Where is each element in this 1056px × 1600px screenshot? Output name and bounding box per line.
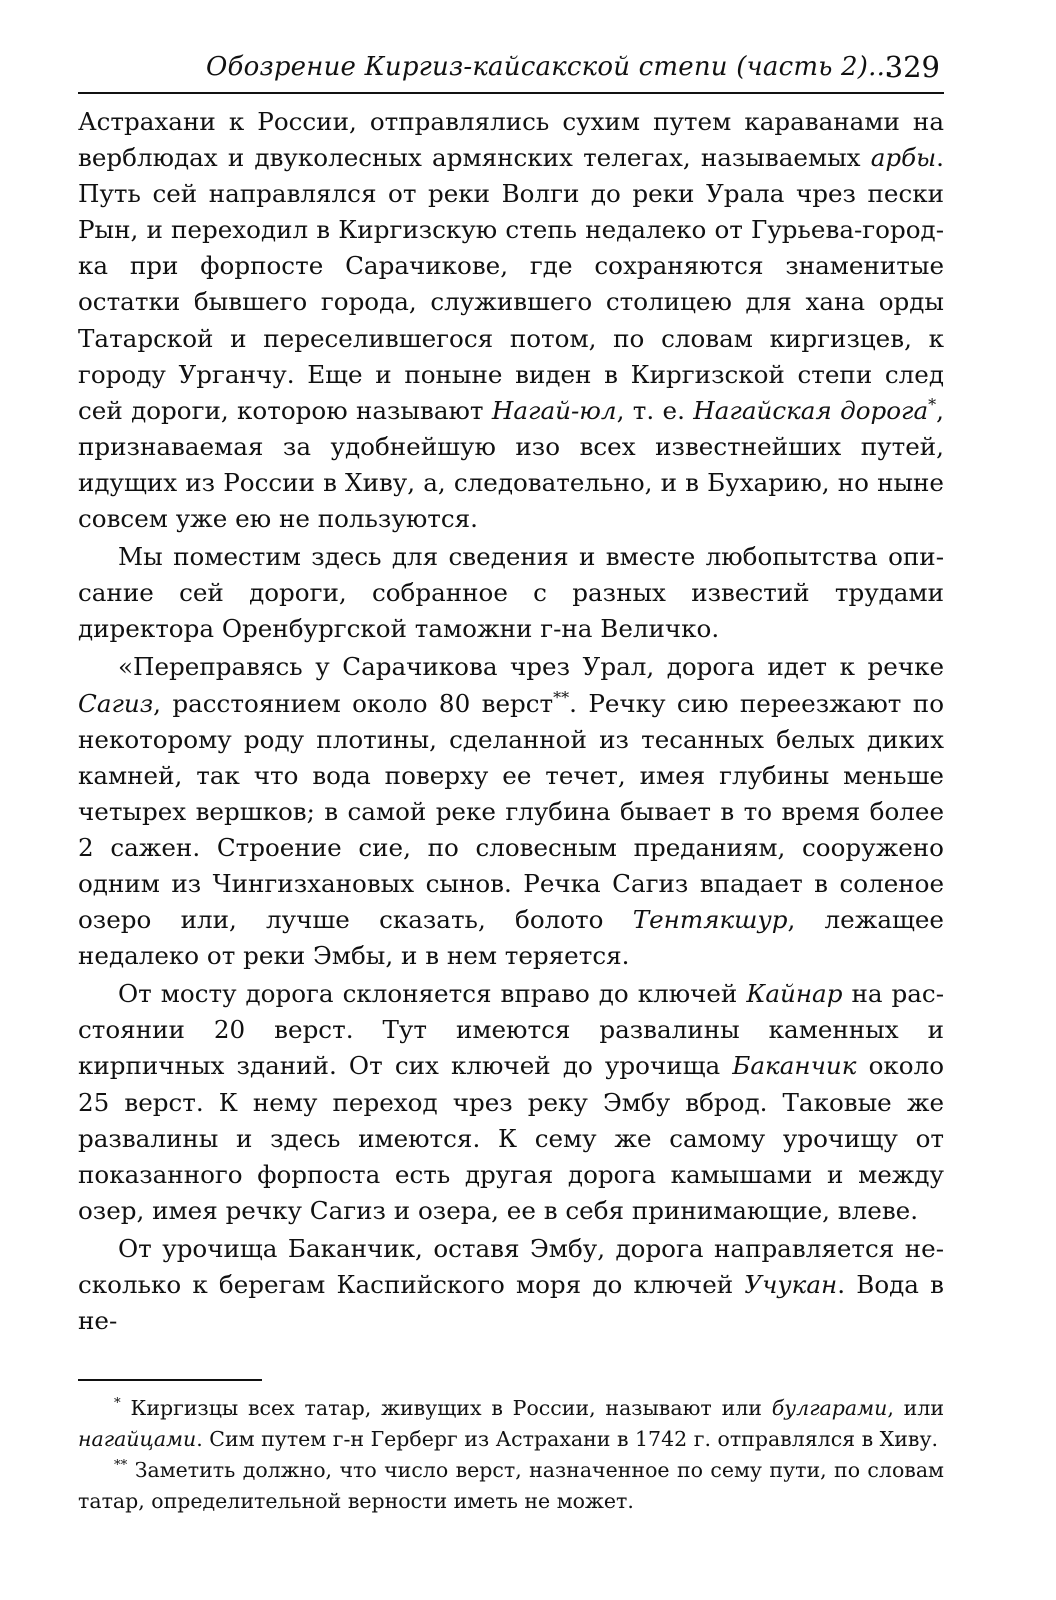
text-run: , расстоянием около 80 верст xyxy=(153,688,554,718)
italic-term: нагайцами xyxy=(78,1427,197,1452)
italic-term: арбы xyxy=(870,143,937,173)
text-run: . Сим путем г-н Герберг из Астрахани в 1742 г. отправлялся в Хиву. xyxy=(196,1427,939,1452)
page-number: 329 xyxy=(884,50,940,84)
footnote-1 xyxy=(78,1393,944,1455)
italic-term: Учукан xyxy=(744,1270,838,1299)
footnote-marker: ** xyxy=(553,687,570,707)
text-run: Киргизцы всех татар, живущих в России, называют или xyxy=(120,1396,772,1421)
text-run: на расстоянии 20 верст. Тут имеются развалины каменных и кирпичных зданий. От сих ключей до урочища xyxy=(78,979,944,1081)
text-run: От урочища Баканчик, оставя Эмбу, дорога направляется несколько к берегам Каспийского моря до ключей xyxy=(78,1233,944,1299)
text-run: , т. е. xyxy=(616,395,694,425)
running-head xyxy=(78,50,944,94)
footnote-2 xyxy=(78,1455,944,1517)
text-run: Заметить должно, что число верст, назначенное по сему пути, по словам татар, определительной верности иметь не может. xyxy=(78,1458,944,1514)
italic-term: Нагай-юл xyxy=(491,395,617,425)
running-title: Обозрение Киргиз-кайсакской степи (часть 2)... xyxy=(206,52,894,82)
footnote-separator xyxy=(78,1379,944,1381)
italic-term: Сагиз xyxy=(78,688,154,718)
text-run: , лежащее недалеко от реки Эмбы, и в нем теряется. xyxy=(78,905,944,971)
text-run: «Переправясь у Сарачикова чрез Урал, дорога идет к речке xyxy=(118,652,944,682)
text-run: От мосту дорога склоняется вправо до ключей xyxy=(118,979,747,1009)
italic-term: Нагайская дорога xyxy=(693,395,929,425)
text-run: , или xyxy=(887,1396,945,1421)
text-run: Мы поместим здесь для сведения и вместе любопытства описание сей дороги, собранное с разных известий трудами директора Оренбургской таможни г-на Величко. xyxy=(78,542,944,644)
paragraph-4 xyxy=(78,976,944,1229)
italic-term: Кайнар xyxy=(746,979,843,1009)
body-text xyxy=(78,104,944,1339)
italic-term: Тентякшур xyxy=(632,905,788,935)
paragraph-2 xyxy=(78,539,944,647)
text-run: , признаваемая за удобнейшую изо всех известнейших путей, идущих из России в Хиву, а, следовательно, и в Бухарию, но ныне совсем уже ею не пользуются. xyxy=(78,395,944,534)
italic-term: Баканчик xyxy=(732,1051,857,1081)
footnote-mark: ** xyxy=(114,1458,128,1474)
paragraph-1 xyxy=(78,104,944,537)
italic-term: булгарами xyxy=(771,1396,888,1421)
footnote-mark: * xyxy=(114,1396,121,1412)
text-run: . Путь сей направлялся от реки Волги до реки Урала чрез пески Рын, и переходил в Киргизскую степь недалеко от Гурьева-городка при форпосте Сарачикове, где сохраняются знаменитые остатки бывшего города, служившего столицею для хана орды Татарской и переселившегося потом, по словам киргизцев, к городу Урганчу. Еще и поныне виден в Киргизской степи след сей дороги, которою называют xyxy=(78,143,944,425)
footnote-rule xyxy=(78,1379,262,1381)
text-run: . Речку сию переезжают по некоторому роду плотины, сделанной из тесанных белых диких камней, так что вода поверху ее течет, имея глубины меньше четырех вершков; в самой реке глубина бывает в то время более 2 сажен. Строение сие, по словесным преданиям, сооружено одним из Чингизхановых сынов. Речка Сагиз впадает в соленое озеро или, лучше сказать, болото xyxy=(78,688,944,935)
footnotes xyxy=(78,1393,944,1517)
text-run: Астрахани к России, отправлялись сухим путем караванами на верблюдах и двуколесных армянских телегах, называемых xyxy=(78,107,944,173)
paragraph-3 xyxy=(78,649,944,974)
book-page xyxy=(78,50,944,1517)
text-run: . Вода в не- xyxy=(78,1270,944,1336)
text-run: около 25 верст. К нему переход чрез реку Эмбу вброд. Таковые же развалины и здесь имеются. К сему же самому урочищу от показанного форпоста есть другая дорога камышами и между озер, имея речку Сагиз и озера, ее в себя принимающие, влеве. xyxy=(78,1051,944,1225)
paragraph-5 xyxy=(78,1231,944,1339)
footnote-marker: * xyxy=(928,394,937,414)
